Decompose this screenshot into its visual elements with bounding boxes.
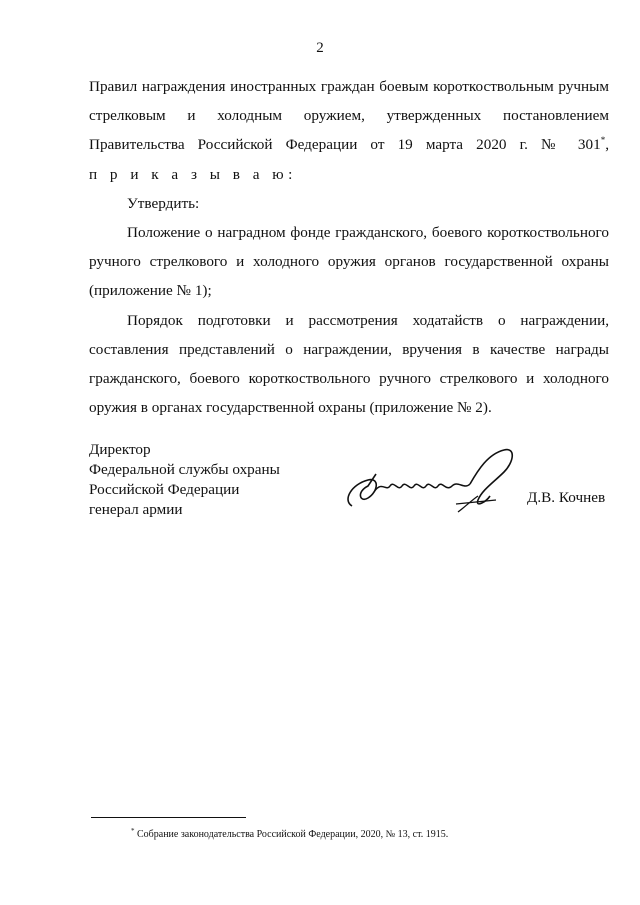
paragraph-rules-reference-end: , bbox=[605, 136, 609, 154]
paragraph-rules-reference-text: Правил награждения иностранных граждан боевым короткоствольным ручным стрелковым и холодным оружием, утвержденных постановлением Правительства Российской Федерации от 19 марта 2020 г. № 301 bbox=[89, 78, 609, 154]
footnote bbox=[131, 829, 448, 840]
footnote-marker: * bbox=[600, 135, 606, 146]
approve-heading: Утвердить: bbox=[127, 194, 200, 212]
signatory-name: Д.В. Кочнев bbox=[527, 489, 606, 506]
order-word: п р и к а з ы в а ю: bbox=[89, 165, 297, 183]
signatory-line: генерал армии bbox=[89, 501, 183, 518]
page-number: 2 bbox=[316, 40, 324, 56]
paragraph-procedure: Порядок подготовки и рассмотрения ходатайств о награждении, составления представлений о награждении, вручения в качестве награды гражданского, боевого короткоствольного ручного стрелкового и холодного оружия в органах государственной охраны (приложение № 2). bbox=[89, 311, 609, 417]
paragraph-regulation: Положение о наградном фонде гражданского, боевого короткоствольного ручного стрелкового и холодного оружия органов государственной охраны (приложение № 1); bbox=[89, 224, 609, 300]
footnote-separator bbox=[91, 817, 246, 818]
signatory-line: Российской Федерации bbox=[89, 481, 240, 498]
document-body bbox=[89, 72, 609, 422]
signatory-line: Директор bbox=[89, 441, 151, 458]
signatory-title bbox=[89, 440, 280, 520]
signatory-line: Федеральной службы охраны bbox=[89, 461, 280, 478]
handwritten-signature bbox=[338, 440, 518, 520]
paragraph-rules-reference bbox=[89, 72, 609, 160]
footnote-text: Собрание законодательства Российской Федерации, 2020, № 13, ст. 1915. bbox=[137, 829, 449, 840]
footnote-marker: * bbox=[131, 827, 135, 835]
